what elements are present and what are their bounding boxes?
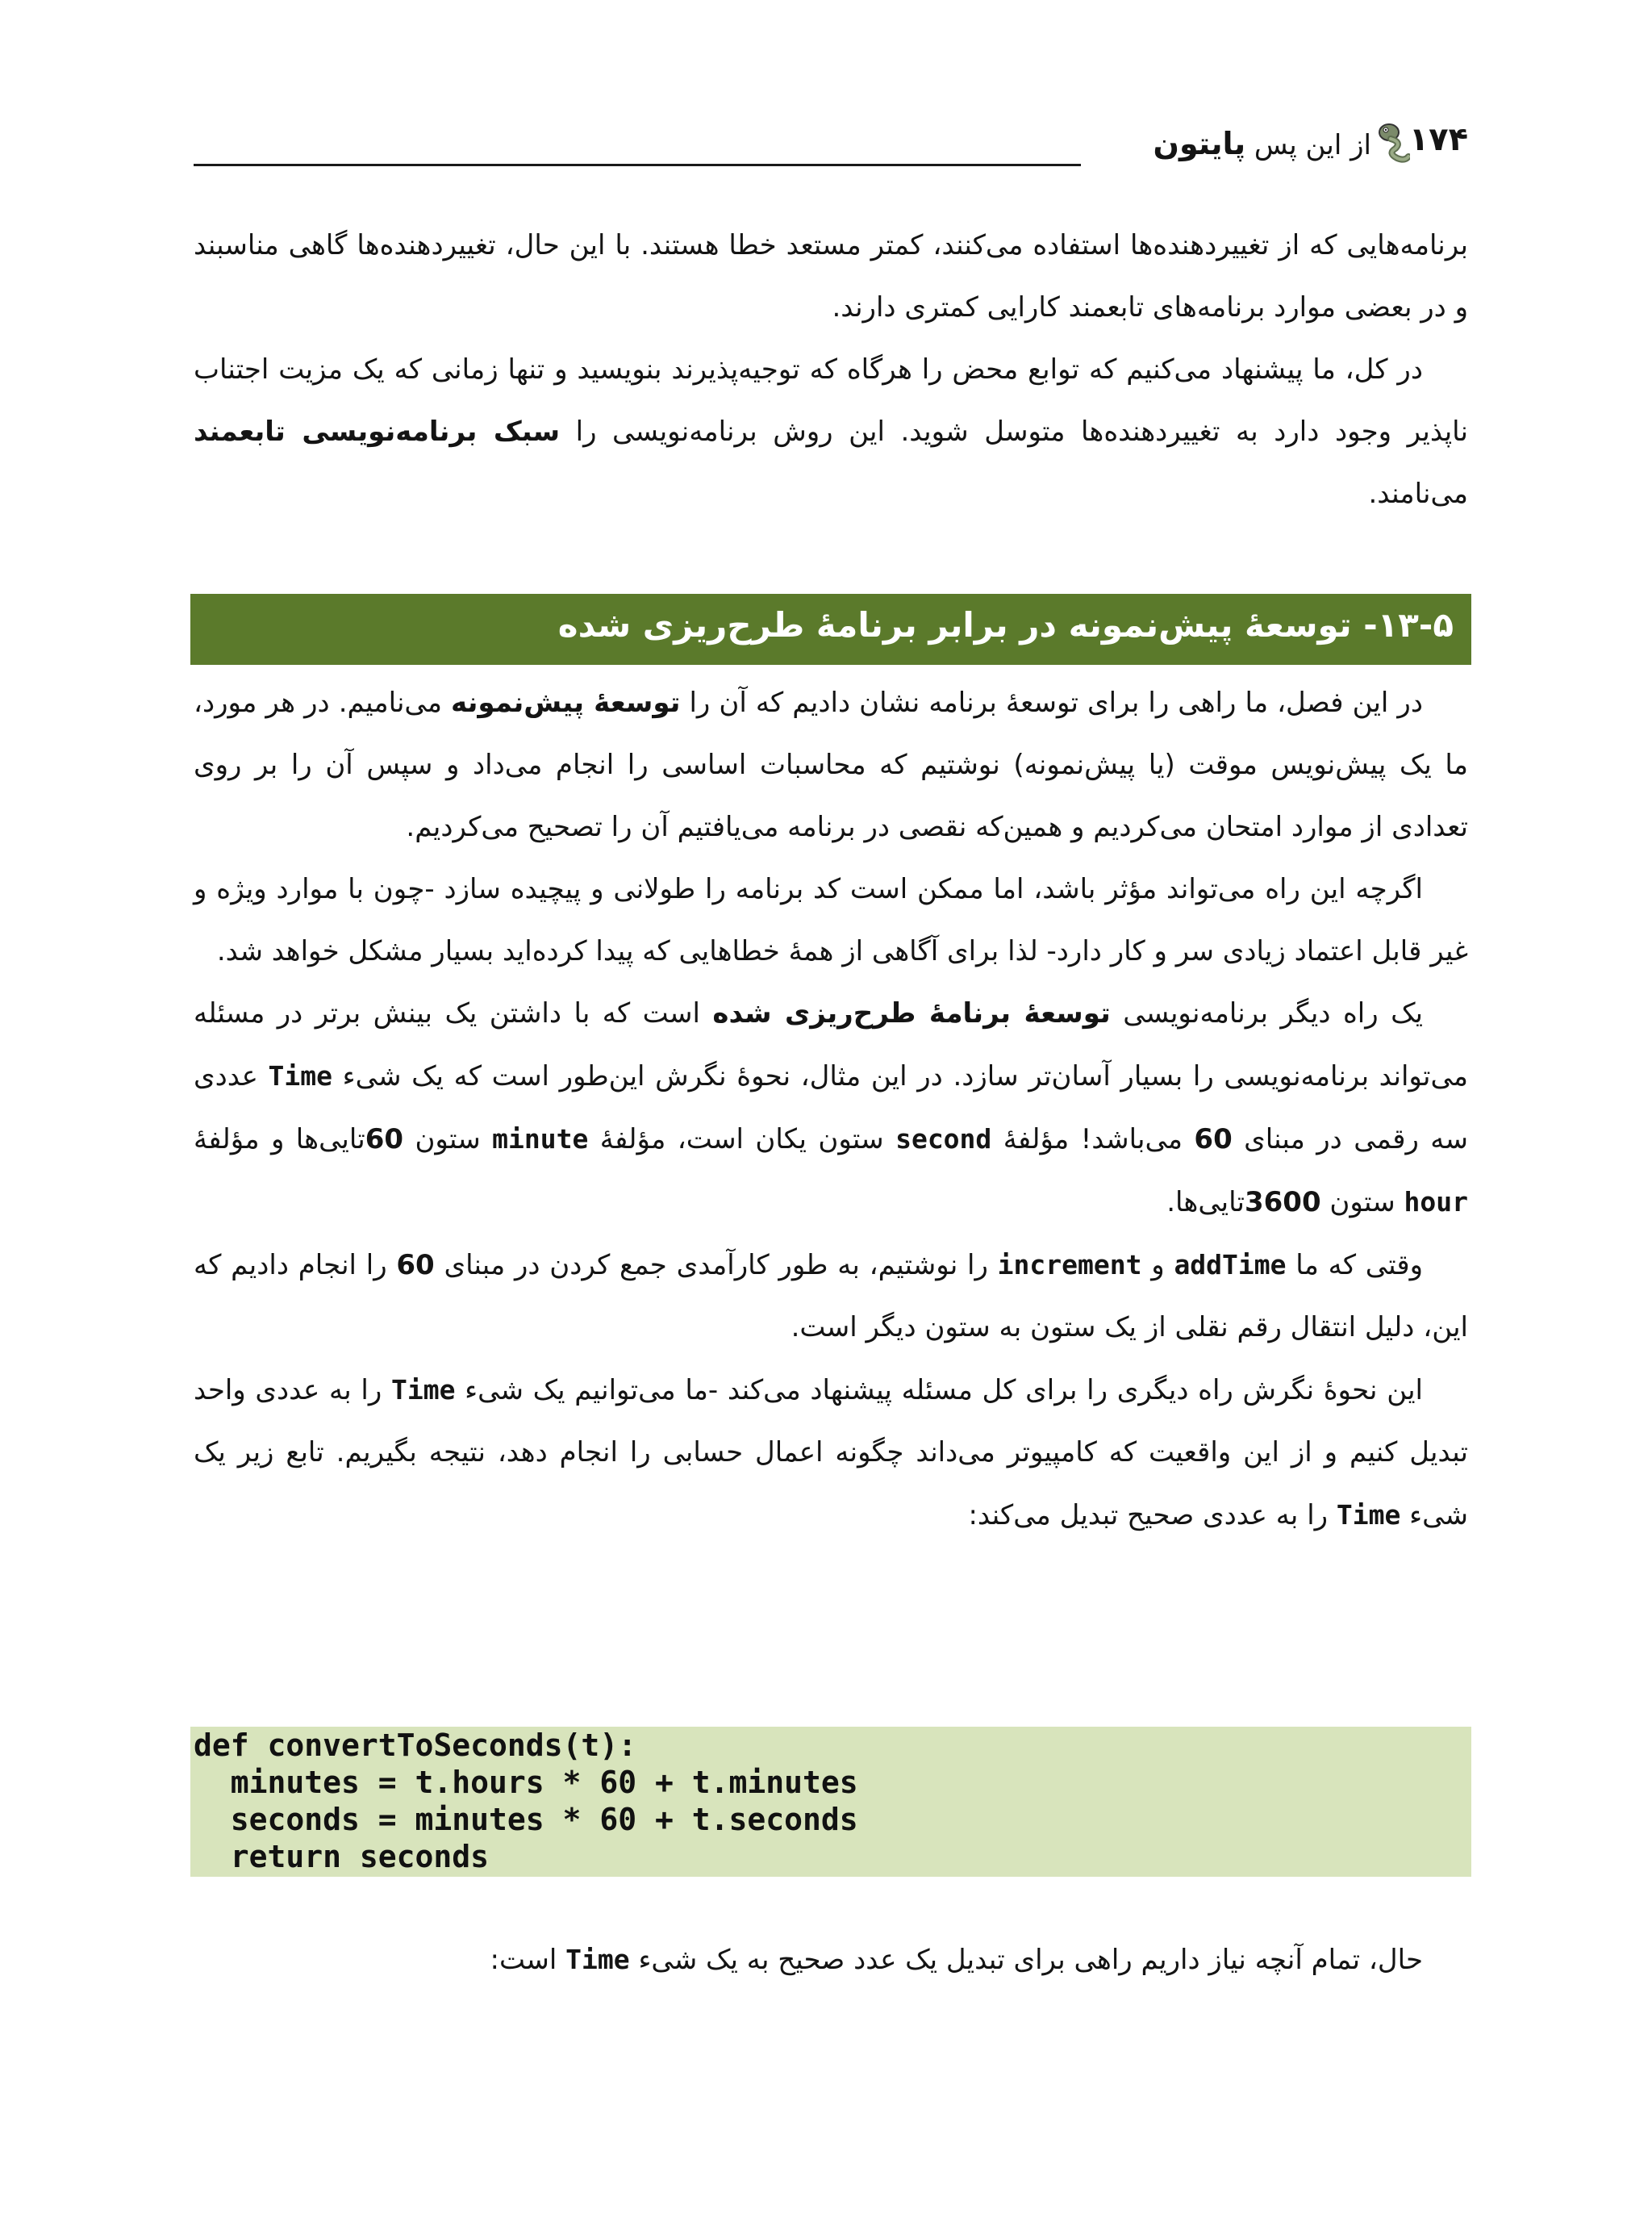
number-60: 60 bbox=[1194, 1123, 1233, 1155]
inline-code-increment: increment bbox=[997, 1249, 1142, 1280]
body-paragraph-4 bbox=[194, 1234, 1468, 1359]
book-title-prefix: از این پس bbox=[1254, 129, 1371, 161]
inline-code-time: Time bbox=[1336, 1499, 1401, 1531]
body-p4-text-d: را انجام دادیم که این، دلیل انتقال رقم نقلی از یک ستون به ستون دیگر است. bbox=[194, 1249, 1468, 1343]
body-p4-text-b: و bbox=[1151, 1249, 1165, 1281]
code-line: return seconds bbox=[194, 1839, 490, 1874]
code-line: minutes = t.hours * 60 + t.minutes bbox=[194, 1765, 858, 1800]
number-60: 60 bbox=[396, 1249, 435, 1281]
body-p3-text-c: عددی سه رقمی در مبنای bbox=[194, 1060, 1469, 1155]
intro-p2-text-a: در کل، ما پیشنهاد می‌کنیم که توابع محض را هرگاه که توجیه‌پذیرند بنویسید و تنها زمانی که یک مزیت اجتناب ناپذیر وجود دارد به تغییردهنده‌ها متوسل شوید. این روش برنامه‌نویسی را bbox=[194, 353, 1468, 448]
intro-text bbox=[194, 215, 1468, 525]
after-code-text bbox=[194, 1928, 1468, 1991]
after-code-text-a: حال، تمام آنچه نیاز داریم راهی برای تبدیل یک عدد صحیح به یک شیء bbox=[638, 1944, 1423, 1976]
header-rule bbox=[194, 164, 1081, 166]
body-p1-text-a: در این فصل، ما راهی را برای توسعهٔ برنامه نشان دادیم که آن را bbox=[689, 687, 1423, 719]
inline-code-hour: hour bbox=[1404, 1186, 1468, 1218]
body-p4-text-c: را نوشتیم، به طور کارآمدی جمع کردن در مبنای bbox=[444, 1249, 988, 1281]
intro-p2-term: سبک برنامه‌نویسی تابعمند bbox=[194, 416, 561, 448]
body-p3-text-i: تایی‌ها. bbox=[1166, 1186, 1245, 1218]
body-p4-text-a: وقتی که ما bbox=[1295, 1249, 1424, 1281]
body-paragraph-2: اگرچه این راه می‌تواند مؤثر باشد، اما ممکن است کد برنامه را طولانی و پیچیده سازد -چون با موارد ویژه و غیر قابل اعتماد زیادی سر و کار دارد- لذا برای آگاهی از همهٔ خطاهایی که پیدا کرده‌اید بسیار مشکل خواهد شد. bbox=[194, 873, 1468, 967]
intro-paragraph-2 bbox=[194, 339, 1468, 525]
after-code-text-b: است: bbox=[490, 1944, 557, 1976]
number-3600: 3600 bbox=[1244, 1186, 1321, 1218]
intro-paragraph-1: برنامه‌هایی که از تغییردهنده‌ها استفاده می‌کنند، کمتر مستعد خطا هستند. با این حال، تغییردهنده‌ها گاهی مناسبند و در بعضی موارد برنامه‌های تابعمند کارایی کمتری دارند. bbox=[194, 229, 1468, 324]
inline-code-time: Time bbox=[565, 1944, 630, 1975]
body-p1-text-b: می‌نامیم. در هر مورد، ما یک پیش‌نویس موقت (یا پیش‌نمونه) نوشتیم که محاسبات اساسی را انجام می‌داد و سپس آن را بر روی تعدادی از موارد امتحان می‌کردیم و همین‌که نقصی در برنامه می‌یافتیم آن را تصحیح می‌کردیم. bbox=[194, 687, 1468, 843]
body-p3-text-g: تایی‌ها و مؤلفهٔ bbox=[194, 1123, 365, 1155]
code-line: seconds = minutes * 60 + t.seconds bbox=[194, 1802, 858, 1837]
inline-code-second: second bbox=[895, 1123, 992, 1155]
code-block bbox=[190, 1727, 1471, 1877]
body-paragraph-5 bbox=[194, 1359, 1468, 1547]
body-p5-text-a: این نحوهٔ نگرش راه دیگری را برای کل مسئله پیشنهاد می‌کند -ما می‌توانیم یک شیء bbox=[465, 1374, 1423, 1406]
inline-code-time: Time bbox=[390, 1374, 456, 1406]
inline-code-addtime: addTime bbox=[1174, 1249, 1287, 1280]
body-p3-text-h: ستون bbox=[1329, 1186, 1395, 1218]
book-title bbox=[1153, 126, 1371, 161]
body-p3-text-e: ستون یکان است، مؤلفهٔ bbox=[599, 1123, 884, 1155]
body-paragraph-1 bbox=[194, 672, 1468, 858]
page-number: ۱۷۴ bbox=[1408, 121, 1468, 158]
body-p1-term: توسعهٔ پیش‌نمونه bbox=[451, 687, 681, 719]
inline-code-minute: minute bbox=[492, 1123, 589, 1155]
body-p5-text-c: را به عددی صحیح تبدیل می‌کند: bbox=[968, 1499, 1329, 1531]
section-body bbox=[194, 672, 1468, 1547]
body-p3-text-a: یک راه دیگر برنامه‌نویسی bbox=[1123, 997, 1424, 1030]
book-title-bold: پایتون bbox=[1153, 126, 1246, 161]
intro-p2-text-b: می‌نامند. bbox=[1368, 478, 1468, 510]
body-p5-text-b: را به عددی واحد تبدیل کنیم و از این واقعیت که کامپیوتر می‌داند چگونه اعمال حسابی را انجام دهد، نتیجه بگیریم. تابع زیر یک شیء bbox=[194, 1374, 1468, 1531]
code-line: def convertToSeconds(t): bbox=[194, 1727, 637, 1763]
body-p3-text-d: می‌باشد! مؤلفهٔ bbox=[1003, 1123, 1183, 1155]
body-p3-term: توسعهٔ برنامهٔ طرح‌ریزی شده bbox=[712, 997, 1111, 1030]
number-60: 60 bbox=[365, 1123, 404, 1155]
page-header bbox=[194, 121, 1468, 178]
body-p3-text-b: است که با داشتن یک بینش برتر در مسئله می‌تواند برنامه‌نویسی را بسیار آسان‌تر سازد. در این مثال، نحوهٔ نگرش این‌طور است که یک شیء bbox=[194, 997, 1468, 1092]
body-paragraph-3 bbox=[194, 983, 1468, 1234]
inline-code-time: Time bbox=[268, 1060, 333, 1092]
section-heading-bar bbox=[190, 594, 1471, 665]
section-title: ۱۳-۵- توسعهٔ پیش‌نمونه در برابر برنامهٔ طرح‌ریزی شده bbox=[557, 605, 1454, 645]
body-p3-text-f: ستون bbox=[415, 1123, 481, 1155]
after-code-paragraph bbox=[194, 1928, 1468, 1991]
snake-icon bbox=[1373, 121, 1410, 163]
